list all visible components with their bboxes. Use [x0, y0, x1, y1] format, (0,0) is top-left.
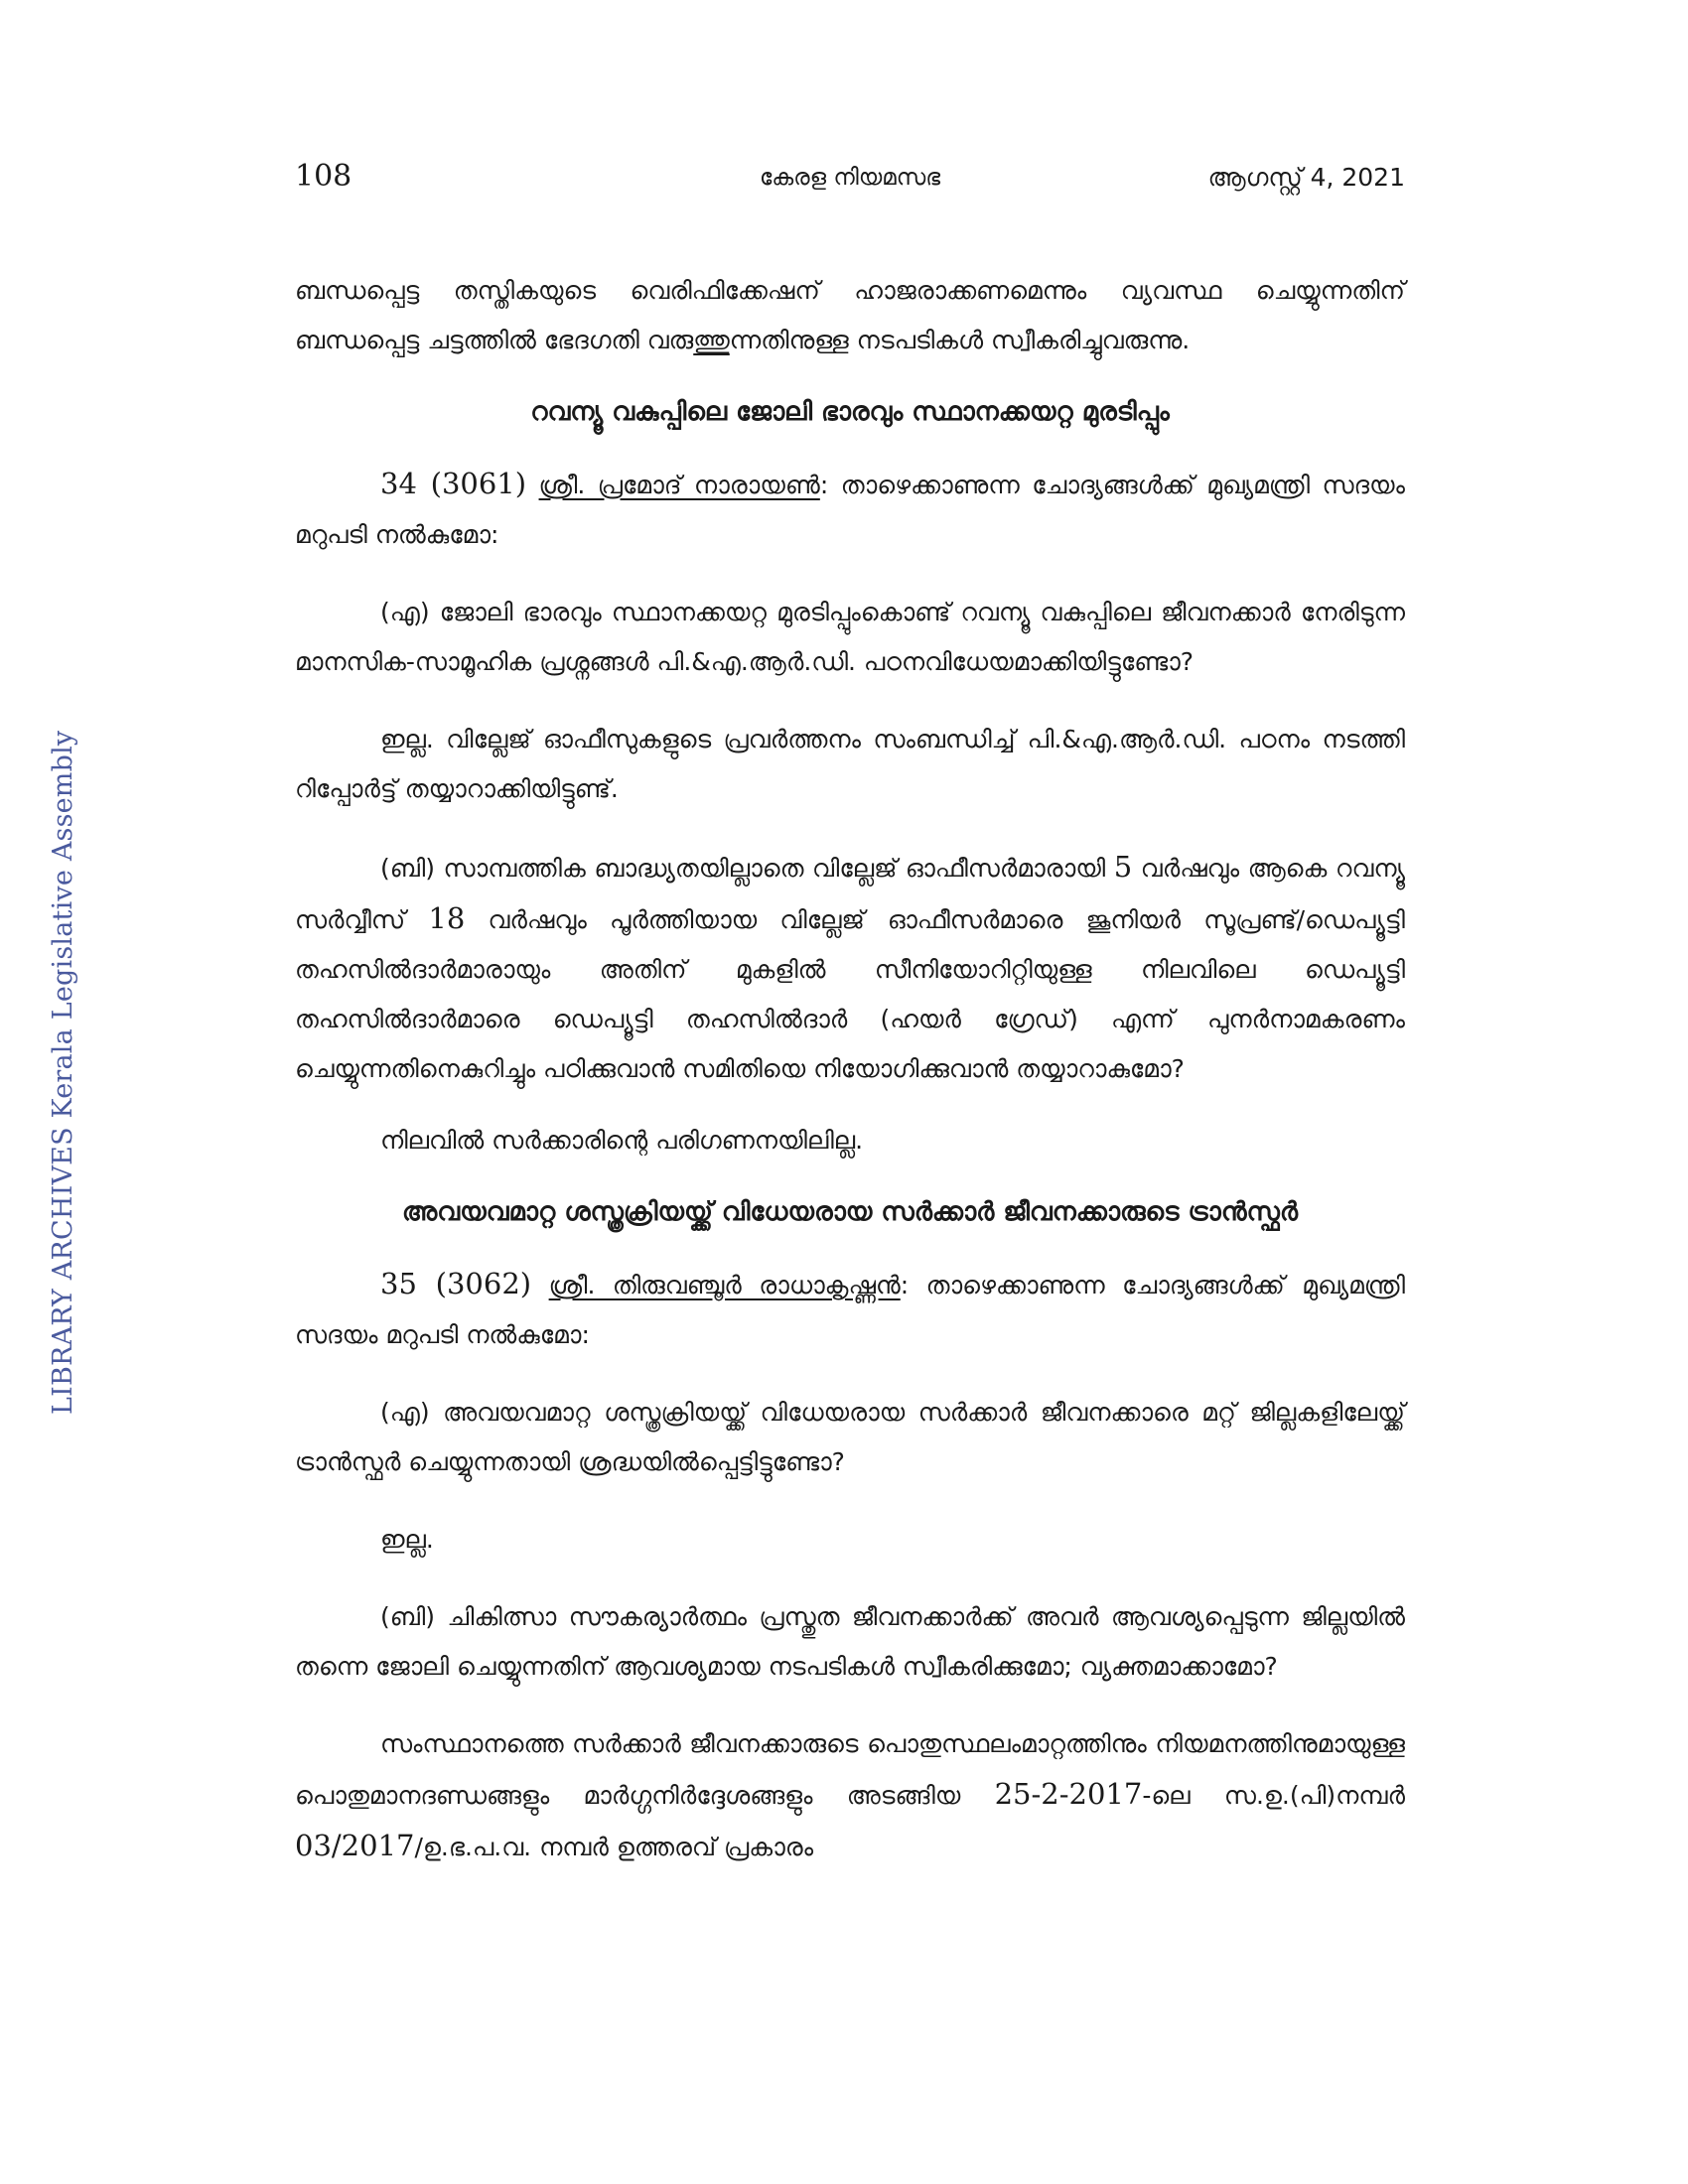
answer-a: ഇല്ല. [380, 1525, 434, 1554]
archive-stamp-text: LIBRARY ARCHIVES Kerala Legislative Assembly [48, 730, 78, 1415]
sub-question-b [295, 842, 1405, 1094]
answer-a: ഇല്ല. വില്ലേജ് ഓഫീസുകളുടെ പ്രവർത്തനം സംബന്ധിച്ച് പി.&എ.ആർ.ഡി. പഠനം നടത്തി റിപ്പോർട്ട് തയ്യാറാക്കിയിട്ടുണ്ട്. [295, 725, 1405, 803]
continuation-underlined: ത്തു [693, 326, 730, 354]
answer-b-text: സംസ്ഥാനത്തെ സർക്കാർ ജീവനക്കാരുടെ പൊതുസ്ഥലംമാറ്റത്തിനും നിയമനത്തിനുമായുള്ള പൊതുമാനദണ്ഡങ്ങളും മാർഗ്ഗനിർദ്ദേശങ്ങളും അടങ്ങിയ [295, 1729, 1405, 1810]
question-intro [295, 1259, 1405, 1360]
sub-question-b: (ബി) ചികിത്സാ സൗകര്യാർത്ഥം പ്രസ്തുത ജീവനക്കാർക്ക് അവർ ആവശ്യപ്പെടുന്ന ജില്ലയിൽ തന്നെ ജോലി ചെയ്യുന്നതിന് ആവശ്യമായ നടപടികൾ സ്വീകരിക്കുമോ; വ്യക്തമാക്കാമോ? [295, 1602, 1405, 1681]
years-number: 5 [1113, 850, 1133, 884]
order-number: 03/2017 [295, 1829, 415, 1862]
header-date: ആഗസ്റ്റ് 4, 2021 [1207, 163, 1405, 192]
question-intro-text: : താഴെക്കാണുന്ന ചോദ്യങ്ങൾക്ക് മുഖ്യമന്ത്രി സദയം മറുപടി നൽകുമോ: [295, 1271, 1405, 1349]
question-number: 34 (3061) [380, 467, 527, 500]
continuation-text-end: ന്നതിനുള്ള നടപടികൾ സ്വീകരിച്ചുവരുന്നു. [729, 326, 1191, 354]
sub-question-b-text: വർഷവും പൂർത്തിയായ വില്ലേജ് ഓഫീസർമാരെ ജൂനിയർ സൂപ്രണ്ട്/ഡെപ്യൂട്ടി തഹസിൽദാർമാരായും അതിന് മുകളിൽ സീനിയോറിറ്റിയുള്ള നിലവിലെ ഡെപ്യൂട്ടി തഹസിൽദാർമാരെ ഡെപ്യൂട്ടി തഹസിൽദാർ (ഹയർ ഗ്രേഡ്) എന്ന് പുനർനാമകരണം ചെയ്യുന്നതിനെകുറിച്ചും പഠിക്കുവാൻ സമിതിയെ നിയോഗിക്കുവാൻ തയ്യാറാകുമോ? [295, 905, 1405, 1083]
section-heading-revenue: റവന്യൂ വകുപ്പിലെ ജോലി ഭാരവും സ്ഥാനക്കയറ്റ മുരടിപ്പും [530, 397, 1170, 427]
sub-question-b-text: വർഷവും ആകെ റവന്യൂ സർവ്വീസ് [295, 854, 1405, 934]
sub-question-a: (എ) ജോലി ഭാരവും സ്ഥാനക്കയറ്റ മുരടിപ്പുംകൊണ്ട് റവന്യൂ വകുപ്പിലെ ജീവനക്കാർ നേരിടുന്ന മാനസിക-സാമൂഹിക പ്രശ്നങ്ങൾ പി.&എ.ആർ.ഡി. പഠനവിധേയമാക്കിയിട്ടുണ്ടോ? [295, 598, 1405, 676]
running-title: കേരള നിയമസഭ [759, 165, 941, 191]
archive-stamp [48, 730, 83, 1450]
sub-question-b-text: (ബി) സാമ്പത്തിക ബാദ്ധ്യതയില്ലാതെ വില്ലേജ് ഓഫീസർമാരായി [380, 854, 1114, 883]
continuation-text: ബന്ധപ്പെട്ട തസ്തികയുടെ വെരിഫിക്കേഷന് ഹാജരാക്കണമെന്നും വ്യവസ്ഥ ചെയ്യുന്നതിന് ബന്ധപ്പെട്ട ചട്ടത്തിൽ ഭേദഗതി വരു [295, 276, 1405, 354]
question-number: 35 (3062) [380, 1267, 532, 1300]
order-date: 25-2-2017 [994, 1777, 1143, 1811]
question-intro-text: : താഴെക്കാണുന്ന ചോദ്യങ്ങൾക്ക് മുഖ്യമന്ത്രി സദയം മറുപടി നൽകുമോ: [295, 471, 1405, 549]
page-number: 108 [295, 159, 352, 194]
member-name: ശ്രീ. പ്രമോദ് നാരായൺ [538, 471, 820, 499]
document-body [295, 266, 1405, 1872]
sub-question-a: (എ) അവയവമാറ്റ ശസ്ത്രക്രിയയ്ക്ക് വിധേയരായ സർക്കാർ ജീവനക്കാരെ മറ്റ് ജില്ലകളിലേയ്ക്ക് ട്രാൻസ്ഫർ ചെയ്യുന്നതായി ശ്രദ്ധയിൽപ്പെട്ടിട്ടുണ്ടോ? [295, 1398, 1405, 1476]
years-number: 18 [428, 901, 466, 935]
answer-b-text: -ലെ സ.ഉ.(പി)നമ്പർ [1142, 1781, 1405, 1810]
continuation-paragraph [295, 266, 1405, 365]
question-intro [295, 459, 1405, 560]
answer-b-text: /ഉ.ഭ.പ.വ. നമ്പർ ഉത്തരവ് പ്രകാരം [414, 1833, 814, 1861]
member-name: ശ്രീ. തിരുവഞ്ചൂർ രാധാകൃഷ്ണൻ [548, 1271, 901, 1299]
section-heading-transfer: അവയവമാറ്റ ശസ്ത്രക്രിയയ്ക്ക് വിധേയരായ സർക്കാർ ജീവനക്കാരുടെ ട്രാൻസ്ഫർ [401, 1197, 1299, 1227]
answer-b [295, 1719, 1405, 1872]
page-header [295, 159, 1405, 208]
answer-b: നിലവിൽ സർക്കാരിന്റെ പരിഗണനയിലില്ല. [380, 1126, 864, 1155]
